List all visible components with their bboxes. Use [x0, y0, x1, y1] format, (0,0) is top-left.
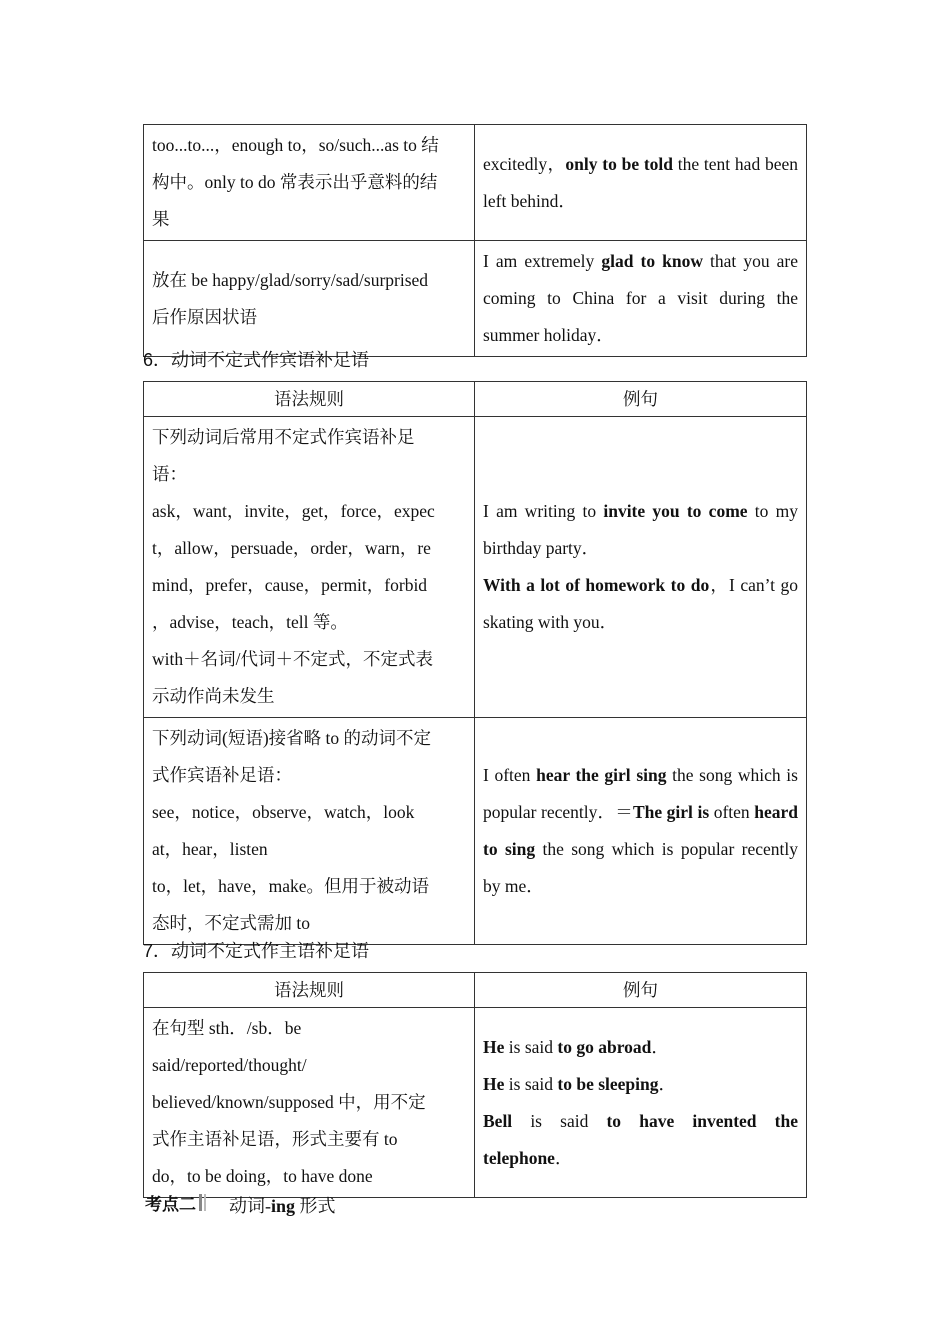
- rule-line: 后作原因状语: [152, 306, 257, 327]
- example-seg-bold: He: [483, 1036, 505, 1057]
- example-sentence: [483, 1066, 798, 1103]
- section7-heading: 7．动词不定式作主语补足语: [143, 941, 370, 961]
- example-seg: that you are coming to China for a visit during the summer holiday．: [483, 251, 798, 345]
- rule-line: to，let，have，make。但用于被动语: [152, 876, 430, 896]
- example-seg-bold: Bell: [483, 1110, 513, 1131]
- example-sentence: [483, 1103, 798, 1177]
- rule-line: believed/known/supposed 中，用不定: [152, 1092, 426, 1112]
- example-seg: is said: [512, 1110, 607, 1131]
- rule-line: 式作主语补足语，形式主要有 to: [152, 1129, 398, 1149]
- example-seg: the song which is popular recently．＝: [483, 765, 798, 822]
- table-row: [144, 417, 807, 718]
- rule-cell: [144, 241, 475, 357]
- kaodian-title: [229, 1192, 336, 1218]
- rule-line: 下列动词(短语)接省略 to 的动词不定: [152, 728, 432, 748]
- example-cell: [475, 241, 807, 357]
- rule-line: 放在 be happy/glad/sorry/sad/surprised: [152, 269, 429, 290]
- example-seg-bold: The girl is: [632, 802, 710, 822]
- example-seg-bold: glad to know: [601, 251, 703, 271]
- example-seg: excitedly，: [483, 153, 566, 174]
- kaodian-title-bold: ing: [271, 1196, 296, 1216]
- kaodian-label: [145, 1190, 206, 1215]
- rule-line: 态时，不定式需加 to: [152, 913, 310, 933]
- kaodian-label-text: 考点二: [145, 1195, 196, 1215]
- example-seg: to my birthday party．: [483, 501, 799, 558]
- kaodian-bar-icon: [199, 1194, 202, 1211]
- rule-line: 在句型 sth．/sb．be: [152, 1018, 302, 1038]
- rule-line: said/reported/thought/: [152, 1055, 307, 1075]
- example-seg: ．: [658, 1073, 677, 1094]
- rule-line: 果: [152, 209, 170, 229]
- example-sentence: [483, 1029, 798, 1066]
- example-seg-bold: He: [483, 1073, 505, 1094]
- rule-cell: [144, 125, 475, 241]
- rule-line: t，allow，persuade，order，warn，re: [152, 538, 431, 558]
- example-seg-bold: hear the girl sing: [536, 765, 667, 785]
- header-example: 例句: [475, 382, 807, 417]
- header-rule: 语法规则: [144, 973, 475, 1008]
- table-header-row: [144, 973, 807, 1008]
- rule-line: 示动作尚未发生: [152, 686, 275, 706]
- rule-line: mind，prefer，cause，permit，forbid: [152, 575, 428, 595]
- rule-line: see，notice，observe，watch，look: [152, 802, 415, 822]
- section6-heading: 6．动词不定式作宾语补足语: [143, 350, 370, 370]
- rule-line: 式作宾语补足语：: [152, 765, 292, 785]
- example-seg: I am writing to: [483, 501, 604, 521]
- example-seg-bold: to have invented the telephone: [483, 1110, 798, 1168]
- example-cell: [475, 718, 807, 945]
- rule-line: 语：: [152, 464, 187, 484]
- example-seg: often: [709, 802, 755, 822]
- example-cell: [475, 1008, 807, 1198]
- example-sentence: [483, 493, 798, 567]
- rule-line: too...to...，enough to，so/such...as to 结: [152, 135, 439, 155]
- rule-line: do，to be doing，to have done: [152, 1166, 373, 1186]
- table-row: [144, 1008, 807, 1198]
- table-top: [143, 124, 807, 357]
- rule-line: 下列动词后常用不定式作宾语补足: [152, 427, 415, 447]
- example-seg-bold: invite you to come: [603, 501, 748, 521]
- example-seg-bold: to go abroad: [557, 1036, 652, 1057]
- example-seg: is said: [504, 1036, 558, 1057]
- example-seg: the song which is popular recently by me．: [483, 839, 798, 896]
- table-section6: [143, 381, 807, 945]
- table-section7: [143, 972, 807, 1198]
- table-row: [144, 241, 807, 357]
- table-header-row: [144, 382, 807, 417]
- kaodian-bar-icon: [204, 1194, 206, 1211]
- kaodian-title-pre: 动词-: [229, 1196, 271, 1216]
- rule-cell: [144, 718, 475, 945]
- rule-line: at，hear，listen: [152, 839, 268, 859]
- example-seg: ，I can’t go skating with you．: [483, 575, 798, 632]
- example-seg-bold: only to be told: [565, 153, 674, 174]
- example-seg: ．: [554, 1147, 573, 1168]
- rule-cell: [144, 417, 475, 718]
- rule-line: ask，want，invite，get，force，expec: [152, 501, 435, 521]
- rule-line: 构中。only to do 常表示出乎意料的结: [152, 172, 438, 192]
- header-example: 例句: [475, 973, 807, 1008]
- example-seg: I often: [483, 765, 537, 785]
- table-row: [144, 125, 807, 241]
- header-rule: 语法规则: [144, 382, 475, 417]
- rule-cell: [144, 1008, 475, 1198]
- rule-line: ，advise，teach，tell 等。: [152, 612, 348, 632]
- example-seg-bold: With a lot of homework to do: [483, 575, 710, 595]
- example-sentence: [483, 567, 798, 641]
- example-seg-bold: heard to sing: [483, 802, 798, 859]
- example-seg-bold: to be sleeping: [557, 1073, 659, 1094]
- example-seg: ．: [651, 1036, 669, 1057]
- example-cell: [475, 417, 807, 718]
- example-seg: I am extremely: [483, 251, 602, 271]
- example-cell: [475, 125, 807, 241]
- example-seg: the tent had been left behind．: [483, 153, 798, 211]
- kaodian-title-post: 形式: [295, 1196, 336, 1216]
- table-row: [144, 718, 807, 945]
- example-seg: is said: [504, 1073, 558, 1094]
- rule-line: with＋名词/代词＋不定式，不定式表: [152, 649, 433, 669]
